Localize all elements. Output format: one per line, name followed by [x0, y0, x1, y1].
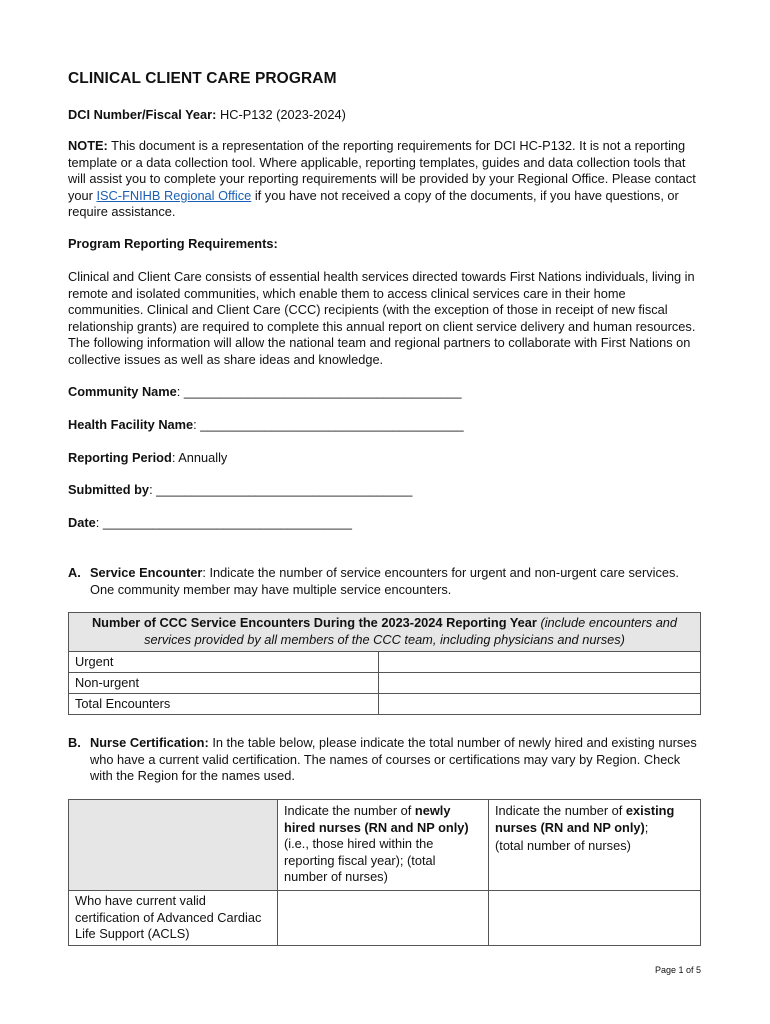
acls-newly-hired-cell[interactable]	[278, 890, 489, 945]
reporting-period-value: : Annually	[171, 450, 228, 465]
section-b-text	[68, 735, 704, 785]
nurse-certification-table	[68, 799, 701, 946]
acls-existing-cell[interactable]	[489, 890, 701, 945]
program-description: Clinical and Client Care consists of essential health services directed towards First Nations individuals, living in remote and isolated communities, which enable them to access clinical services care in their home communities. Clinical and Client Care (CCC) recipients (with the exception of those in receipt of new fiscal relationship grants) are required to complete this annual report on client service delivery and human resources. The following information will allow the national team and regional partners to collaborate with First Nations on collective issues as well as share ideas and knowledge.	[68, 269, 696, 367]
non-urgent-value-cell[interactable]	[379, 673, 701, 694]
existing-header	[489, 800, 701, 891]
urgent-value-cell[interactable]	[379, 652, 701, 673]
health-facility-field[interactable]	[68, 417, 464, 432]
section-b-heading: Nurse Certification:	[90, 735, 209, 750]
section-a-text	[68, 565, 704, 598]
note-label: NOTE:	[68, 138, 108, 153]
reporting-period-field	[68, 450, 227, 465]
section-b-body: In the table below, please indicate the total number of newly hired and existing nurses who have a current valid certification. The names of courses or certifications may vary by Region. Check with the Region for the names used.	[90, 735, 697, 784]
dci-line	[68, 107, 346, 122]
blank-header-cell	[69, 800, 278, 891]
submitted-by-label: Submitted by	[68, 482, 150, 497]
note-text: This document is a representation of the reporting requirements for DCI HC-P132. It is not a reporting template or a data collection tool. Where applicable, reporting templates, guides and data collection tools that will assist you to complete your reporting requirements will be provided by your Regional Office. Please contact your	[68, 138, 696, 203]
newly-hired-header	[278, 800, 489, 891]
page-number: Page 1 of 5	[655, 965, 702, 975]
dci-value: HC-P132 (2023-2024)	[219, 107, 346, 122]
acls-row-label: Who have current valid certification of Advanced Cardiac Life Support (ACLS)	[69, 890, 278, 945]
section-b	[68, 735, 704, 785]
table-row	[69, 673, 701, 694]
submitted-by-field[interactable]	[68, 482, 412, 497]
encounters-header-bold: Number of CCC Service Encounters During the 2023-2024 Reporting Year	[91, 615, 537, 630]
reporting-period-label: Reporting Period	[68, 450, 172, 465]
date-blank[interactable]: : ___________________________________	[95, 515, 352, 530]
encounters-table-header	[69, 613, 701, 652]
col2-rest: ;	[644, 819, 649, 835]
regional-office-link[interactable]: ISC-FNIHB Regional Office	[96, 187, 252, 203]
section-b-letter: B.	[68, 735, 81, 750]
col2-bold: existing nurses (RN and NP only)	[495, 803, 675, 835]
date-field[interactable]	[68, 515, 352, 530]
table-row	[69, 890, 701, 945]
section-a	[68, 565, 704, 598]
community-name-label: Community Name	[68, 384, 177, 399]
community-name-blank[interactable]: : _______________________________________	[176, 384, 462, 399]
submitted-by-blank[interactable]: : ____________________________________	[149, 482, 413, 497]
section-a-letter: A.	[68, 565, 81, 580]
program-requirements-heading-text: Program Reporting Requirements:	[68, 236, 278, 251]
community-name-field[interactable]	[68, 384, 461, 399]
col1-bold: newly hired nurses (RN and NP only)	[284, 803, 469, 835]
note-paragraph	[68, 138, 704, 221]
date-label: Date	[68, 515, 96, 530]
document-title: CLINICAL CLIENT CARE PROGRAM	[68, 70, 337, 87]
health-facility-blank[interactable]: : _____________________________________	[193, 417, 464, 432]
health-facility-label: Health Facility Name	[68, 417, 194, 432]
service-encounters-table	[68, 612, 701, 715]
col2-note: (total number of nurses)	[495, 838, 631, 854]
note-text-end: if you have not received a copy of the documents, if you have questions, or require assistance.	[68, 187, 679, 220]
encounters-header-italic: (include encounters and services provided by all members of the CCC team, including physicians and nurses)	[144, 615, 678, 647]
section-a-body: : Indicate the number of service encounters for urgent and non-urgent care services. One community member may have multiple service encounters.	[90, 565, 679, 597]
row-label-total: Total Encounters	[69, 694, 379, 715]
col1-rest: (i.e., those hired within the reporting fiscal year); (total number of nurses)	[284, 836, 436, 885]
col2-plain: Indicate the number of	[495, 803, 623, 818]
table-row	[69, 652, 701, 673]
program-requirements-heading	[68, 236, 704, 253]
row-label-non-urgent: Non-urgent	[69, 673, 379, 694]
dci-label: DCI Number/Fiscal Year:	[68, 107, 217, 122]
row-label-urgent: Urgent	[69, 652, 379, 673]
section-a-heading: Service Encounter	[90, 565, 203, 580]
col1-plain: Indicate the number of	[284, 803, 412, 818]
table-row	[69, 694, 701, 715]
total-value-cell[interactable]	[379, 694, 701, 715]
